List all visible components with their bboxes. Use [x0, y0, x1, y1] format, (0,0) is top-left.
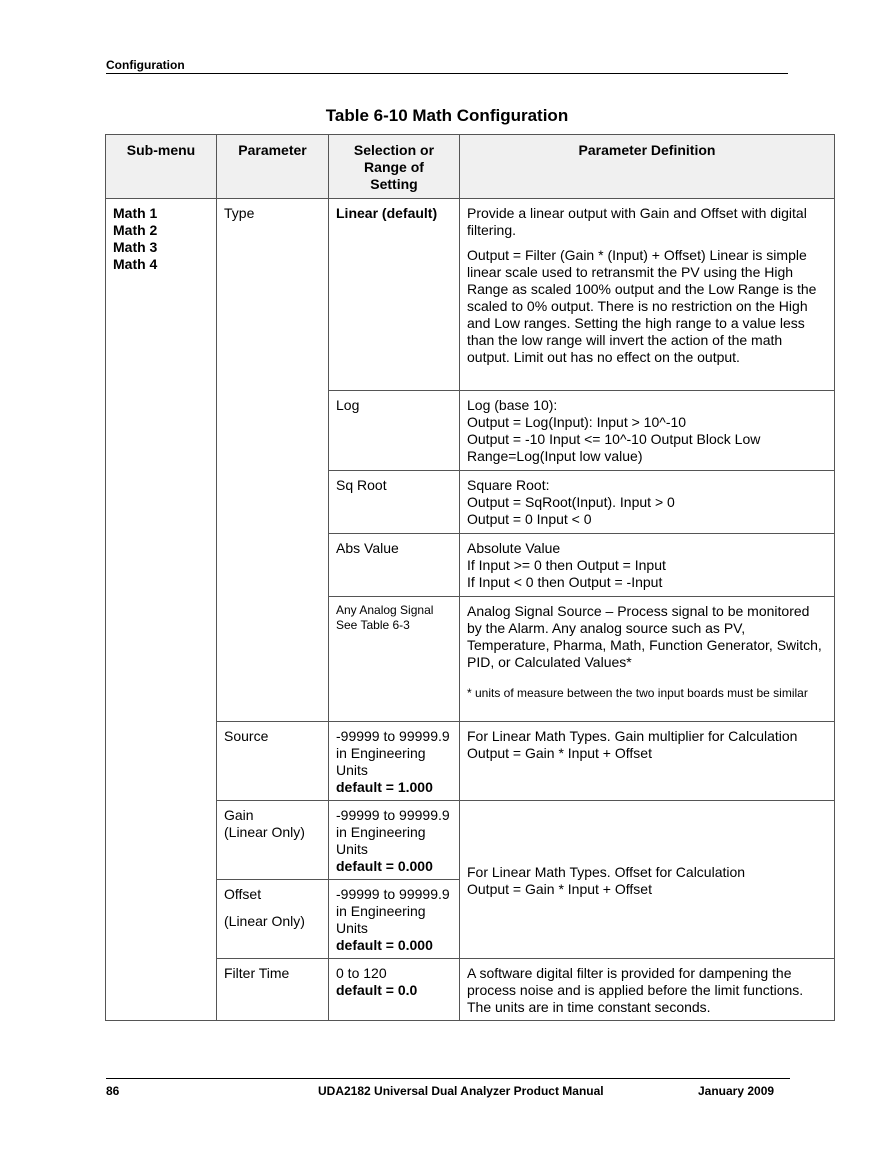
selection-any-analog-signal-label: Any Analog Signal [336, 603, 434, 617]
submenu-math-1: Math 1 [113, 205, 158, 221]
definition-source-line: For Linear Math Types. Gain multiplier for Calculation [467, 728, 798, 744]
definition-log [460, 391, 835, 471]
definition-analog-note: * units of measure between the two input boards must be similar [467, 686, 808, 700]
table-header-row [106, 135, 835, 199]
definition-log-line: Log (base 10): [467, 397, 558, 413]
filter-range: 0 to 120 [336, 965, 387, 981]
definition-abs-value-line: Absolute Value [467, 540, 561, 556]
gain-range: -99999 to 99999.9 in Engineering Units [336, 807, 450, 857]
math-configuration-table [105, 134, 835, 1021]
parameter-offset-qualifier: (Linear Only) [224, 913, 305, 929]
section-header: Configuration [106, 58, 788, 74]
definition-linear [460, 199, 835, 391]
definition-log-line: Output = -10 Input <= 10^-10 Output Block Low Range=Log(Input low value) [467, 431, 761, 464]
parameter-filter-time: Filter Time [217, 959, 329, 1021]
selection-any-analog-signal [329, 597, 460, 722]
definition-sq-root-line: Square Root: [467, 477, 550, 493]
footer-date: January 2009 [698, 1084, 775, 1098]
parameter-offset [217, 880, 329, 959]
parameter-source: Source [217, 722, 329, 801]
definition-sq-root-line: Output = 0 Input < 0 [467, 511, 592, 527]
definition-abs-value-line: If Input >= 0 then Output = Input [467, 557, 666, 573]
definition-linear-intro: Provide a linear output with Gain and Offset with digital filtering. [467, 205, 807, 238]
offset-range: -99999 to 99999.9 in Engineering Units [336, 886, 450, 936]
column-header-submenu: Sub-menu [106, 135, 217, 199]
selection-log: Log [329, 391, 460, 471]
selection-gain [329, 801, 460, 880]
source-range: -99999 to 99999.9 in Engineering Units [336, 728, 450, 778]
definition-abs-value [460, 534, 835, 597]
definition-any-analog-signal [460, 597, 835, 722]
footer-manual-title: UDA2182 Universal Dual Analyzer Product Manual [318, 1084, 604, 1098]
selection-filter-time [329, 959, 460, 1021]
table-title: Table 6-10 Math Configuration [325, 106, 569, 125]
parameter-offset-label: Offset [224, 886, 262, 902]
footer-page-number: 86 [106, 1084, 120, 1098]
definition-sq-root [460, 471, 835, 534]
footer-rule [106, 1078, 790, 1079]
see-table-reference: See Table 6-3 [336, 618, 410, 632]
selection-abs-value: Abs Value [329, 534, 460, 597]
column-header-definition: Parameter Definition [460, 135, 835, 199]
definition-filter-time: A software digital filter is provided for dampening the process noise and is applied before the limit functions. The units are in time constant seconds. [460, 959, 835, 1021]
definition-log-line: Output = Log(Input): Input > 10^-10 [467, 414, 687, 430]
gain-default: default = 0.000 [336, 858, 433, 874]
selection-sq-root: Sq Root [329, 471, 460, 534]
submenu-math-4: Math 4 [113, 256, 158, 272]
table-row [106, 199, 835, 391]
definition-linear-detail: Output = Filter (Gain * (Input) + Offset) Linear is simple linear scale used to retransmit the PV using the High Range as scaled 100% output and the Low Range is the scaled to 0% output. There is no restriction on the High and Low ranges. Setting the high range to a value less than the low range will invert the action of the math output. Limit out has no effect on the output. [467, 247, 817, 365]
source-default: default = 1.000 [336, 779, 433, 795]
definition-source [460, 722, 835, 801]
selection-source [329, 722, 460, 801]
parameter-gain-qualifier: (Linear Only) [224, 824, 305, 840]
submenu-cell [106, 199, 217, 1021]
offset-default: default = 0.000 [336, 937, 433, 953]
definition-abs-value-line: If Input < 0 then Output = -Input [467, 574, 663, 590]
selection-linear: Linear (default) [329, 199, 460, 391]
definition-gain-offset [460, 801, 835, 959]
column-header-parameter: Parameter [217, 135, 329, 199]
submenu-math-3: Math 3 [113, 239, 158, 255]
parameter-type: Type [217, 199, 329, 722]
definition-gain-offset-line: For Linear Math Types. Offset for Calculation [467, 863, 746, 880]
filter-default: default = 0.0 [336, 982, 418, 998]
definition-gain-offset-line: Output = Gain * Input + Offset [467, 880, 652, 897]
parameter-gain [217, 801, 329, 880]
definition-sq-root-line: Output = SqRoot(Input). Input > 0 [467, 494, 675, 510]
selection-offset [329, 880, 460, 959]
definition-analog-source: Analog Signal Source – Process signal to be monitored by the Alarm. Any analog source such as PV, Temperature, Pharma, Math, Function Generator, Switch, PID, or Calculated Values* [467, 603, 822, 670]
submenu-math-2: Math 2 [113, 222, 158, 238]
column-header-selection: Selection or Range of Setting [329, 135, 460, 199]
definition-source-line: Output = Gain * Input + Offset [467, 745, 652, 761]
parameter-gain-label: Gain [224, 807, 254, 823]
